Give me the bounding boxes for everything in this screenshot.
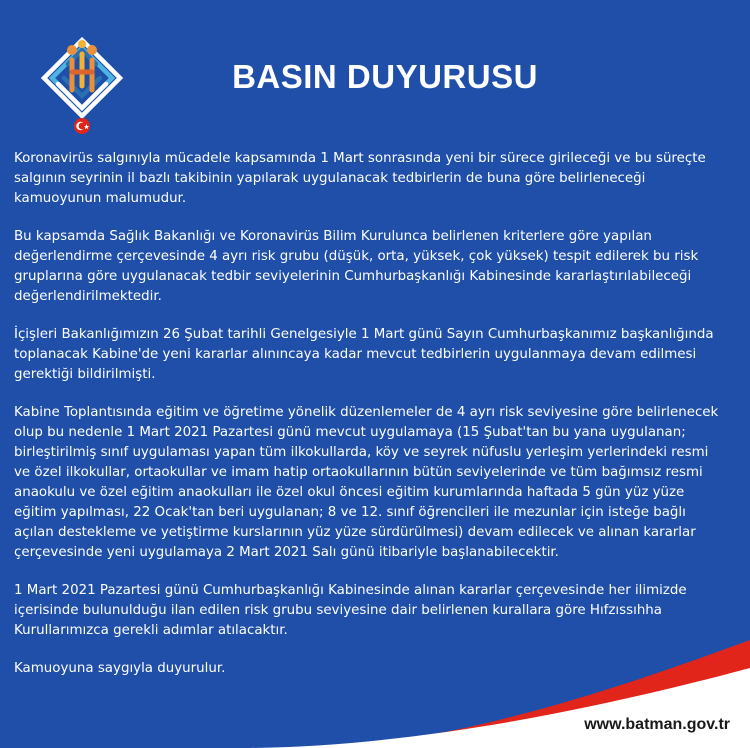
paragraph: Bu kapsamda Sağlık Bakanlığı ve Koronavirüs Bilim Kurulunca belirlenen kriterlere göre yapılan değerlendirme çerçevesinde 4 ayrı risk grubu (düşük, orta, yüksek, çok yüksek) tespit edilerek bu risk gruplarına göre uygulanacak tedbir seviyelerinin Cumhurbaşkanlığı Kabinesinde kararlaştırılabileceği değerlendirilmektedir. bbox=[14, 229, 699, 304]
paragraph: Kamuoyuna saygıyla duyurulur. bbox=[14, 661, 226, 676]
announcement-body bbox=[14, 149, 726, 697]
paragraph: Kabine Toplantısında eğitim ve öğretime yönelik düzenlemeler de 4 ayrı risk seviyesine göre belirlenecek olup bu nedenle 1 Mart 2021 Pazartesi günü mevcut uygulamaya (15 Şubat'tan bu yana uygulanan; birleştirilmiş sınıf uygulaması yapan tüm ilkokullarda, köy ve seyrek nüfuslu yerleşim yerlerindeki resmi ve özel ilkokullar, ortaokullar ve imam hatip ortaokullarının bütün seviyelerinde ve tüm bağımsız resmi anaokulu ve özel eğitim anaokulları ile özel okul öncesi eğitim kurumlarında haftada 5 gün yüz yüze eğitim yapılması, 22 Ocak'tan beri uygulanan; 8 ve 12. sınıf öğrencileri ile mezunlar için isteğe bağlı açılan destekleme ve yetiştirme kurslarının yüz yüze sürdürülmesi) devam edilecek ve alınan kararlar çerçevesinde yeni uygulamaya 2 Mart 2021 Salı günü itibariyle başlanabilecektir. bbox=[14, 405, 719, 560]
paragraph: 1 Mart 2021 Pazartesi günü Cumhurbaşkanlığı Kabinesinde alınan kararlar çerçevesinde her ilimizde içerisinde bulunulduğu ilan edilen risk grubu seviyesine dair belirlenen kurallara göre Hıfzıssıhha Kurullarımızca gerekli adımlar atılacaktır. bbox=[14, 583, 687, 638]
paragraph: İçişleri Bakanlığımızın 26 Şubat tarihli Genelgesiyle 1 Mart günü Sayın Cumhurbaşkanımız başkanlığında toplanacak Kabine'de yeni kararlar alınıncaya kadar mevcut tedbirlerin uygulanmaya devam edilmesi gerektiği bildirilmişti. bbox=[14, 327, 714, 382]
paragraph: Koronavirüs salgınıyla mücadele kapsamında 1 Mart sonrasında yeni bir sürece girileceği ve bu süreçte salgının seyrinin il bazlı takibinin yapılarak uygulanacak tedbirlerin de buna göre belirleneceği kamuoyunun malumudur. bbox=[14, 151, 706, 206]
page-title: BASIN DUYURUSU bbox=[232, 58, 538, 95]
website-url[interactable]: www.batman.gov.tr bbox=[584, 716, 730, 733]
